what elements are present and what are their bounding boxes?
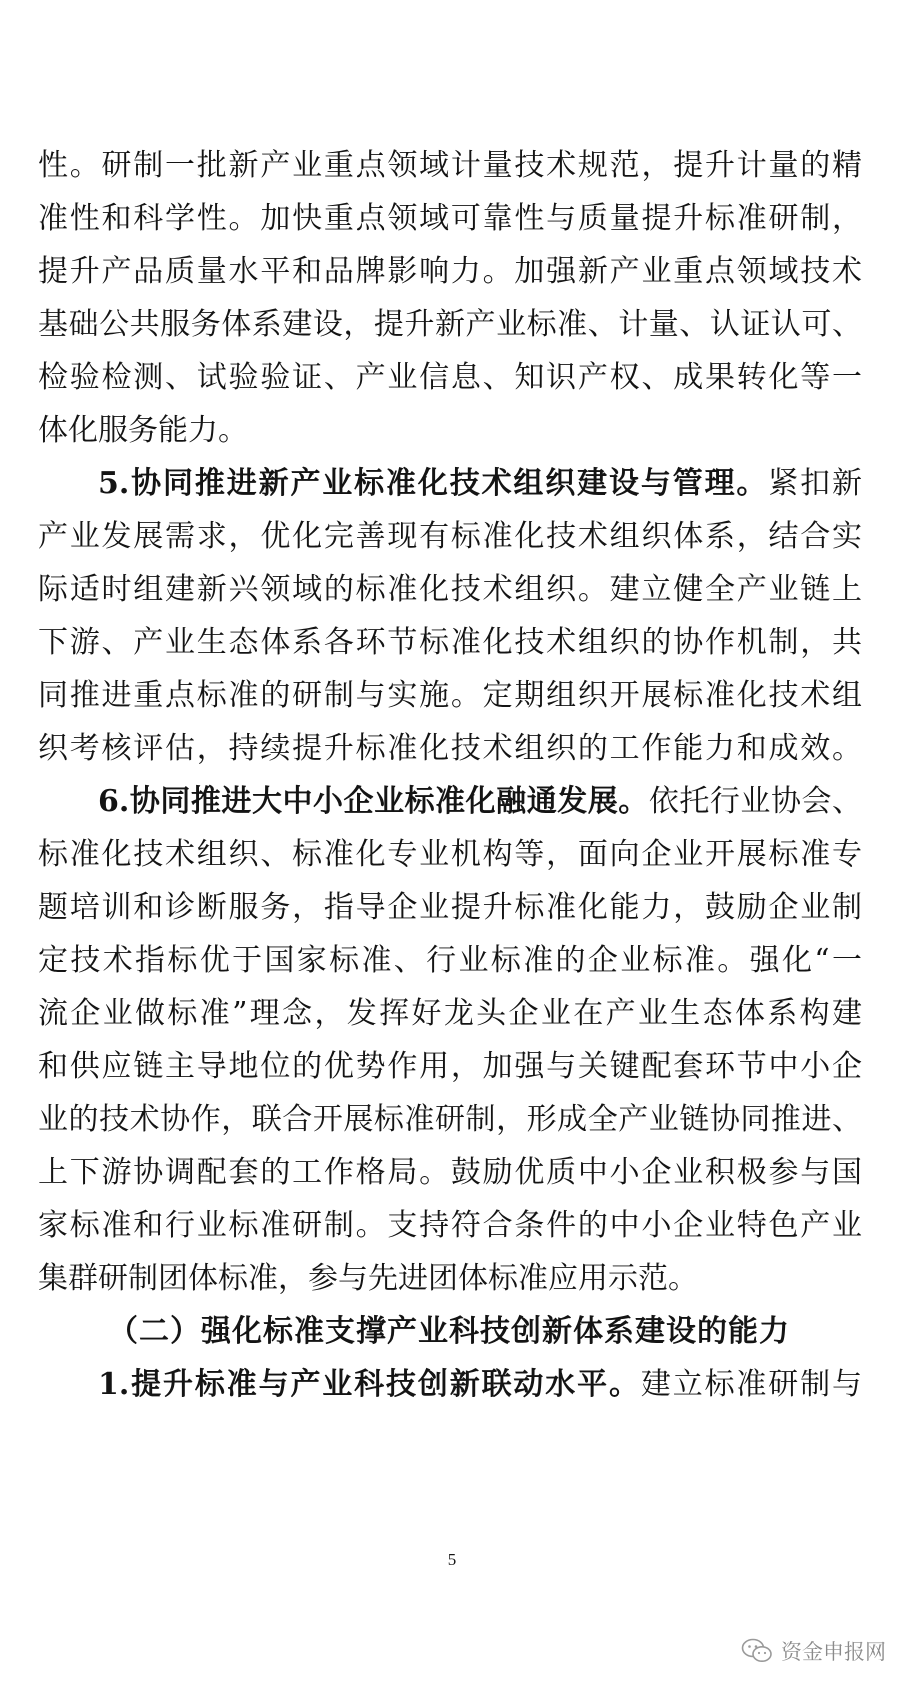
paragraph-line: 产业发展需求，优化完善现有标准化技术组织体系，结合实 [38,519,862,554]
paragraph-line: 下游、产业生态体系各环节标准化技术组织的协作机制，共 [38,625,862,660]
paragraph-line: 基础公共服务体系建设，提升新产业标准、计量、认证认可、 [38,307,862,342]
paragraph-line: 检验检测、试验验证、产业信息、知识产权、成果转化等一 [38,360,862,395]
paragraph-line: 业的技术协作，联合开展标准研制，形成全产业链协同推进、 [38,1102,862,1137]
watermark [741,1636,886,1666]
paragraph-line: 集群研制团体标准，参与先进团体标准应用示范。 [38,1261,698,1296]
paragraph-line: 定技术指标优于国家标准、行业标准的企业标准。强化“一 [38,943,862,978]
section-two-item-1-first-line [98,1357,862,1413]
page-number: 5 [447,1550,457,1569]
paragraph-line: 提升产品质量水平和品牌影响力。加强新产业重点领域技术 [38,254,862,289]
wechat-icon [741,1638,773,1664]
section-two-heading: （二）强化标准支撑产业科技创新体系建设的能力 [108,1314,790,1349]
section-two-item-1-first-line-rest: 建立标准研制与 [640,1367,862,1402]
paragraph-line: 家标准和行业标准研制。支持符合条件的中小企业特色产业 [38,1208,862,1243]
section-5-first-line-rest: 紧扣新 [768,466,862,501]
paragraph-line: 题培训和诊断服务，指导企业提升标准化能力，鼓励企业制 [38,890,862,925]
section-5-first-line [98,456,862,512]
paragraph-line: 际适时组建新兴领域的标准化技术组织。建立健全产业链上 [38,572,862,607]
paragraph-line: 标准化技术组织、标准化专业机构等，面向企业开展标准专 [38,837,862,872]
section-two-item-1-heading: 1.提升标准与产业科技创新联动水平。 [98,1367,641,1402]
section-6-first-line-rest: 依托行业协会、 [648,784,862,819]
paragraph-line: 准性和科学性。加快重点领域可靠性与质量提升标准研制， [38,201,862,236]
watermark-text: 资金申报网 [781,1640,886,1664]
paragraph-line: 体化服务能力。 [38,413,248,448]
section-5-heading: 5.协同推进新产业标准化技术组织建设与管理。 [98,466,769,501]
paragraph-line: 流企业做标准”理念，发挥好龙头企业在产业生态体系构建 [38,996,862,1031]
paragraph-line: 同推进重点标准的研制与实施。定期组织开展标准化技术组 [38,678,862,713]
paragraph-line: 上下游协调配套的工作格局。鼓励优质中小企业积极参与国 [38,1155,862,1190]
section-6-first-line [98,774,862,830]
section-6-heading: 6.协同推进大中小企业标准化融通发展。 [98,784,649,819]
paragraph-line: 和供应链主导地位的优势作用，加强与关键配套环节中小企 [38,1049,862,1084]
paragraph-line: 织考核评估，持续提升标准化技术组织的工作能力和成效。 [38,731,862,766]
paragraph-line: 性。研制一批新产业重点领域计量技术规范，提升计量的精 [38,148,862,183]
